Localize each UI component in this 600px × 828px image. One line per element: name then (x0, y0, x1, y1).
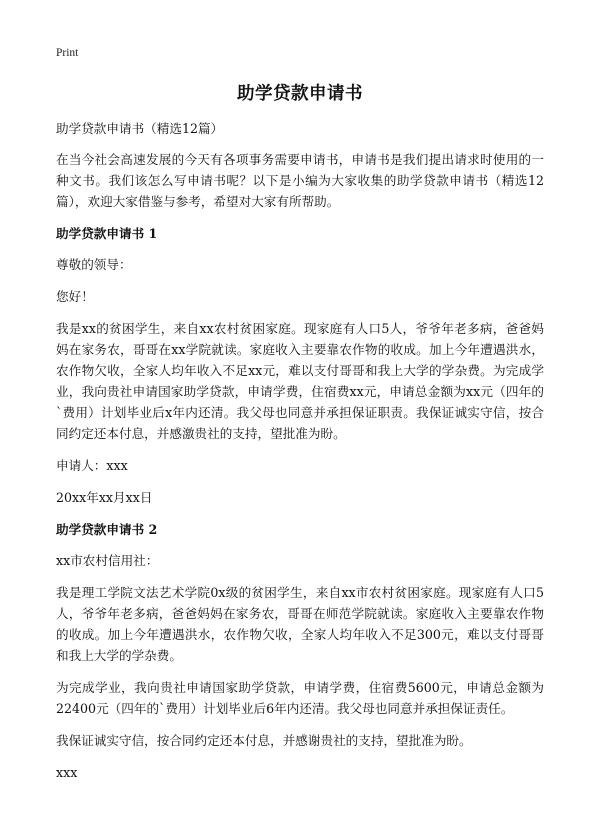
document-body (56, 118, 544, 794)
intro-paragraph: 在当今社会高速发展的今天有各项事务需要申请书，申请书是我们提出请求时使用的一种文书。我们该怎么写申请书呢？以下是小编为大家收集的助学贷款申请书（精选12篇），欢迎大家借鉴与参考，希望对大家有所帮助。 (56, 152, 544, 209)
letter2-heading: 助学贷款申请书 2 (56, 522, 158, 537)
letter1-applicant: 申请人：xxx (56, 458, 128, 473)
letter1-date: 20xx年xx月xx日 (56, 490, 153, 505)
letter1-salutation: 尊敬的领导： (56, 257, 132, 272)
letter1-greeting: 您好！ (56, 289, 94, 304)
letter1-heading: 助学贷款申请书 1 (56, 226, 158, 241)
letter2-signature: xxx (56, 765, 78, 780)
print-link[interactable]: Print (56, 47, 79, 59)
letter1-body: 我是xx的贫困学生，来自xx农村贫困家庭。现家庭有人口5人，爷爷年老多病，爸爸妈妈在家务农，哥哥在xx学院就读。家庭收入主要靠农作物的收成。加上今年遭遇洪水，农作物欠收，全家人均年收入不足xx元，难以支付哥哥和我上大学的学杂费。为完成学业，我向贵社申请国家助学贷款，申请学费，住宿费xx元，申请总金额为xx元（四年的`费用）计划毕业后x年内还清。我父母也同意并承担保证职责。我保证诚实守信，按合同约定还本付息，并感激贵社的支持，望批准为盼。 (56, 321, 544, 441)
letter2-body-2: 为完成学业，我向贵社申请国家助学贷款，申请学费，住宿费5600元，申请总金额为22400元（四年的`费用）计划毕业后6年内还清。我父母也同意并承担保证责任。 (56, 680, 544, 716)
letter2-body-3: 我保证诚实守信，按合同约定还本付息，并感谢贵社的支持，望批准为盼。 (56, 733, 472, 748)
document-subtitle: 助学贷款申请书（精选12篇） (56, 121, 224, 136)
page-title: 助学贷款申请书 (237, 84, 363, 104)
letter2-salutation: xx市农村信用社： (56, 553, 159, 568)
letter2-body-1: 我是理工学院文法艺术学院0x级的贫困学生，来自xx市农村贫困家庭。现家庭有人口5人，爷爷年老多病，爸爸妈妈在家务农，哥哥在师范学院就读。家庭收入主要靠农作物的收成。加上今年遭遇洪水，农作物欠收，全家人均年收入不足300元，难以支付哥哥和我上大学的学杂费。 (56, 585, 544, 663)
